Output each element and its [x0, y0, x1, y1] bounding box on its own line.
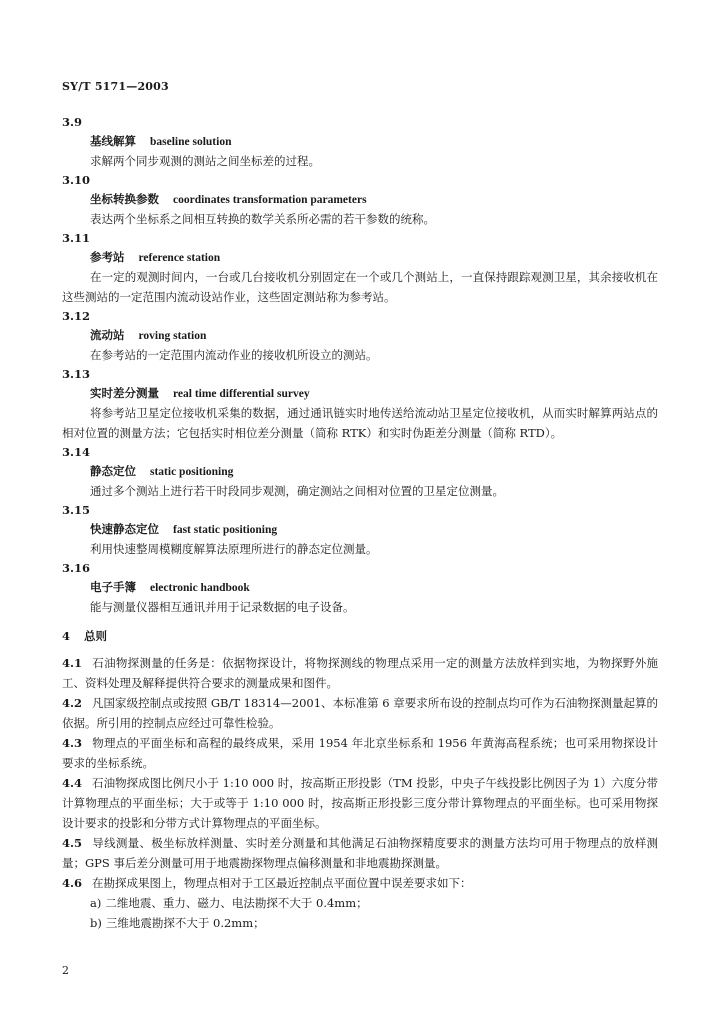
term-entry [62, 365, 658, 443]
term-english: fast static positioning [173, 524, 278, 536]
term-definition: 能与测量仪器相互通讯并用于记录数据的电子设备。 [90, 600, 355, 614]
term-title-line [62, 384, 658, 403]
term-chinese: 快速静态定位 [90, 522, 159, 536]
term-english: electronic handbook [150, 582, 250, 594]
list-item [62, 913, 658, 933]
clause-text: 物理点的平面坐标和高程的最终成果，采用 1954 年北京坐标系和 1956 年黄海高程系统；也可采用物探设计要求的坐标系统。 [62, 736, 658, 770]
term-chinese: 流动站 [90, 328, 125, 342]
term-definition: 将参考站卫星定位接收机采集的数据，通过通讯链实时地传送给流动站卫星定位接收机，从而实时解算两站点的相对位置的测量方法；它包括实时相位差分测量（简称 RTK）和实时伪距差分测量（简称 RTD）。 [62, 406, 658, 440]
term-definition: 在参考站的一定范围内流动作业的接收机所设立的测站。 [90, 348, 378, 362]
term-entry [62, 501, 658, 559]
term-title-line [62, 520, 658, 539]
clause-number: 4.6 [62, 876, 83, 890]
term-definition: 利用快速整周模糊度解算法原理所进行的静态定位测量。 [90, 542, 378, 556]
term-title-line [62, 462, 658, 481]
term-entry [62, 113, 658, 171]
term-title-line [62, 326, 658, 345]
term-definition: 通过多个测站上进行若干时段同步观测，确定测站之间相对位置的卫星定位测量。 [90, 484, 504, 498]
clause-number: 4.5 [62, 836, 83, 850]
term-title-line [62, 132, 658, 151]
requirement-list [62, 893, 658, 933]
term-chinese: 实时差分测量 [90, 386, 159, 400]
term-chinese: 参考站 [90, 250, 125, 264]
list-text: 二维地震、重力、磁力、电法勘探不大于 0.4mm； [105, 896, 368, 910]
clause-number: 4.4 [62, 776, 83, 790]
term-number: 3.14 [62, 445, 91, 459]
list-label: b) [90, 916, 102, 930]
term-chinese: 坐标转换参数 [90, 192, 159, 206]
list-item [62, 893, 658, 913]
term-number: 3.12 [62, 309, 91, 323]
term-english: roving station [138, 330, 207, 342]
term-title-line [62, 578, 658, 597]
clause-number: 4.1 [62, 656, 83, 670]
clause-number: 4.2 [62, 696, 83, 710]
term-entry [62, 229, 658, 307]
term-entry [62, 307, 658, 365]
clause-paragraph [62, 873, 658, 893]
clause-paragraph [62, 833, 658, 873]
term-english: static positioning [150, 466, 234, 478]
term-entry [62, 559, 658, 617]
term-chinese: 静态定位 [90, 464, 136, 478]
term-entry [62, 443, 658, 501]
term-number: 3.10 [62, 173, 91, 187]
section-title: 总则 [84, 629, 108, 643]
clause-number: 4.3 [62, 736, 83, 750]
document-body [62, 113, 658, 933]
term-number: 3.16 [62, 561, 91, 575]
list-label: a) [90, 896, 102, 910]
term-english: real time differential survey [173, 388, 310, 400]
term-english: baseline solution [150, 136, 232, 148]
clause-paragraph [62, 693, 658, 733]
term-english: reference station [138, 252, 221, 264]
clause-paragraph [62, 773, 658, 833]
section-number: 4 [62, 629, 71, 643]
clause-text: 凡国家级控制点或按照 GB/T 18314—2001、本标准第 6 章要求所布设的控制点均可作为石油物探测量起算的依据。所引用的控制点应经过可靠性检验。 [62, 696, 658, 730]
standard-code: SY/T 5171—2003 [62, 80, 169, 93]
term-number: 3.13 [62, 367, 91, 381]
term-english: coordinates transformation parameters [173, 194, 367, 206]
term-definition: 求解两个同步观测的测站之间坐标差的过程。 [90, 154, 320, 168]
term-chinese: 基线解算 [90, 134, 136, 148]
list-text: 三维地震勘探不大于 0.2mm； [105, 916, 265, 930]
term-entry [62, 171, 658, 229]
clause-paragraph [62, 653, 658, 693]
clause-text: 在勘探成果图上，物理点相对于工区最近控制点平面位置中误差要求如下： [92, 876, 472, 890]
term-definition: 表达两个坐标系之间相互转换的数学关系所必需的若干参数的统称。 [90, 212, 435, 226]
clause-paragraph [62, 733, 658, 773]
term-definition: 在一定的观测时间内，一台或几台接收机分别固定在一个或几个测站上，一直保持跟踪观测卫星，其余接收机在这些测站的一定范围内流动设站作业，这些固定测站称为参考站。 [62, 270, 658, 304]
term-title-line [62, 190, 658, 209]
term-number: 3.15 [62, 503, 91, 517]
clause-text: 导线测量、极坐标放样测量、实时差分测量和其他满足石油物探精度要求的测量方法均可用于物理点的放样测量；GPS 事后差分测量可用于地震勘探物理点偏移测量和非地震勘探测量。 [62, 836, 658, 870]
clause-text: 石油物探成图比例尺小于 1:10 000 时，按高斯正形投影（TM 投影，中央子午线投影比例因子为 1）六度分带计算物理点的平面坐标；大于或等于 1:10 000 时，按高斯正形投影三度分带计算物理点的平面坐标。也可采用物探设计要求的投影和分带方式计算物理点的平面坐标。 [62, 776, 658, 830]
section-heading [62, 625, 658, 647]
term-number: 3.11 [62, 231, 91, 245]
term-title-line [62, 248, 658, 267]
terms-list [62, 113, 658, 617]
page-number: 2 [62, 964, 69, 977]
term-chinese: 电子手簿 [90, 580, 136, 594]
clauses-list [62, 653, 658, 893]
clause-text: 石油物探测量的任务是：依据物探设计，将物探测线的物理点采用一定的测量方法放样到实地，为物探野外施工、资料处理及解释提供符合要求的测量成果和图件。 [62, 656, 658, 690]
term-number: 3.9 [62, 115, 83, 129]
